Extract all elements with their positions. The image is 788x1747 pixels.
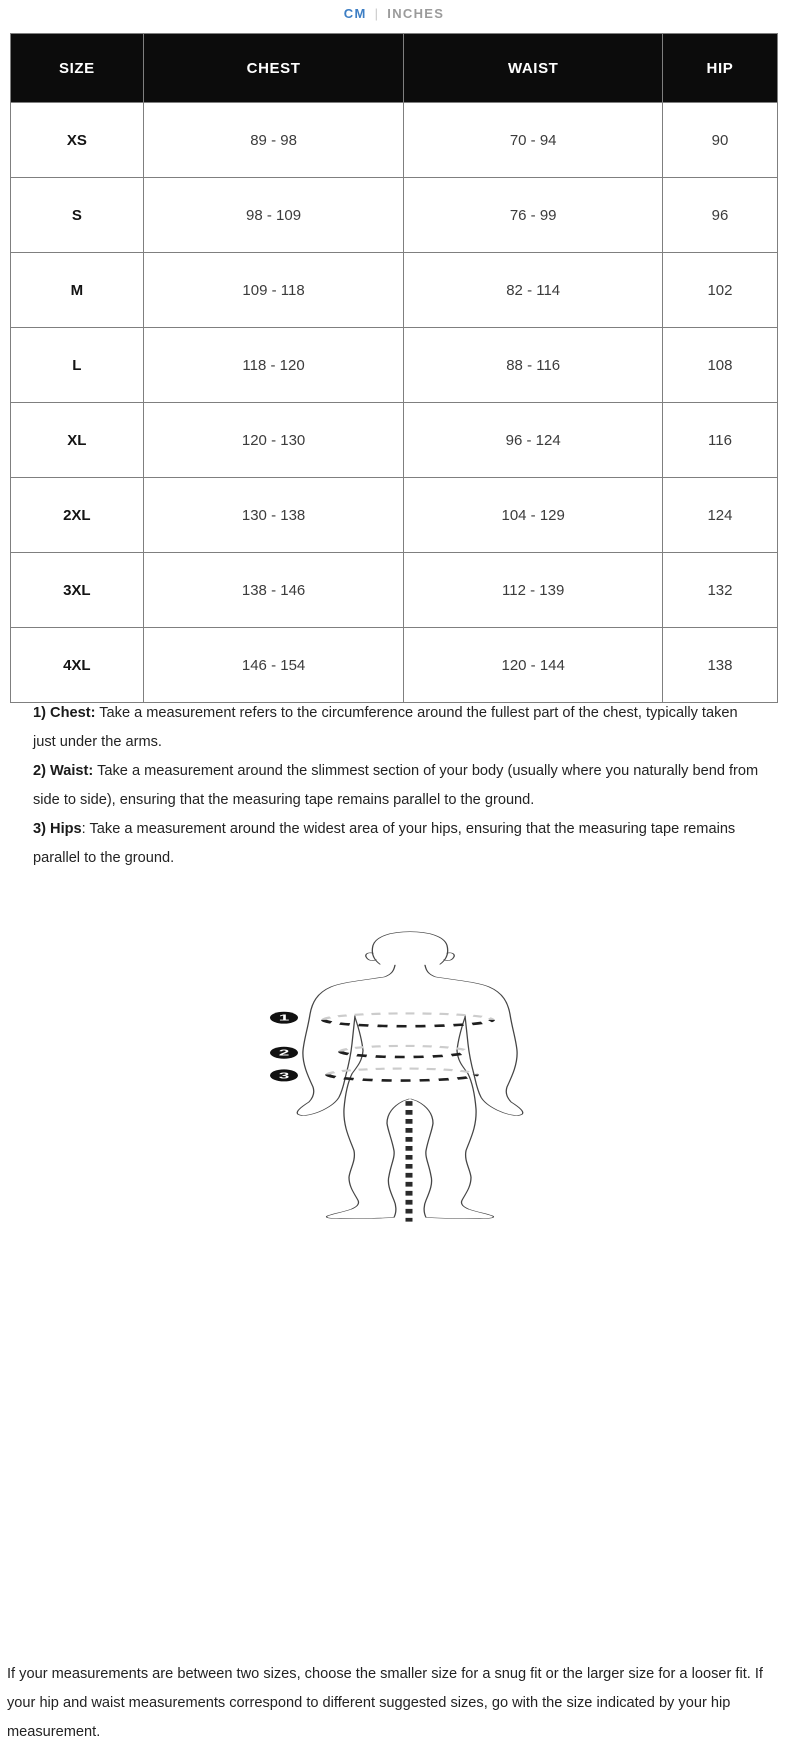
size-cell: 3XL	[11, 553, 144, 628]
size-cell: S	[11, 178, 144, 253]
table-row	[11, 328, 778, 403]
hip-cell: 138	[662, 628, 777, 703]
note-waist-text: Take a measurement around the slimmest section of your body (usually where you naturally bend from side to side), ensuring that the measuring tape remains parallel to the ground.	[33, 763, 759, 808]
waist-cell: 70 - 94	[404, 103, 662, 178]
size-cell: XS	[11, 103, 144, 178]
waist-cell: 76 - 99	[404, 178, 662, 253]
chest-cell: 118 - 120	[143, 328, 404, 403]
waist-cell: 120 - 144	[404, 628, 662, 703]
hip-cell: 116	[662, 403, 777, 478]
chest-cell: 120 - 130	[143, 403, 404, 478]
note-hips	[33, 815, 761, 873]
size-cell: 2XL	[11, 478, 144, 553]
hip-band-back	[328, 1069, 476, 1075]
waist-cell: 82 - 114	[404, 253, 662, 328]
table-row	[11, 478, 778, 553]
waist-cell: 88 - 116	[404, 328, 662, 403]
col-header-hip: HIP	[662, 34, 777, 103]
hip-cell: 108	[662, 328, 777, 403]
waist-cell: 112 - 139	[404, 553, 662, 628]
unit-tab-inches[interactable]: INCHES	[387, 6, 445, 21]
chest-cell: 89 - 98	[143, 103, 404, 178]
hip-cell: 90	[662, 103, 777, 178]
waist-cell: 104 - 129	[404, 478, 662, 553]
table-row	[11, 628, 778, 703]
hip-cell: 124	[662, 478, 777, 553]
size-cell: L	[11, 328, 144, 403]
hip-cell: 102	[662, 253, 777, 328]
waist-band-front	[341, 1051, 467, 1057]
chest-cell: 146 - 154	[143, 628, 404, 703]
body-measurement-diagram	[230, 930, 590, 1625]
chest-cell: 130 - 138	[143, 478, 404, 553]
waist-band-back	[341, 1046, 467, 1052]
note-chest-text: Take a measurement refers to the circumference around the fullest part of the chest, typically taken just under the arms.	[33, 705, 738, 750]
chest-band-back	[324, 1013, 492, 1019]
size-cell: M	[11, 253, 144, 328]
measurement-bands	[324, 1013, 492, 1080]
unit-toggle	[0, 6, 788, 21]
hip-band-front	[328, 1075, 476, 1081]
size-cell: 4XL	[11, 628, 144, 703]
table-row	[11, 178, 778, 253]
note-chest	[33, 699, 761, 757]
hip-cell: 96	[662, 178, 777, 253]
chest-band-front	[324, 1020, 492, 1026]
chest-cell: 98 - 109	[143, 178, 404, 253]
col-header-waist: WAIST	[404, 34, 662, 103]
note-chest-label: 1) Chest:	[33, 705, 96, 721]
markers	[270, 1012, 298, 1082]
marker-3-number: 3	[278, 1071, 290, 1081]
table-header-row	[11, 34, 778, 103]
col-header-chest: CHEST	[143, 34, 404, 103]
unit-separator: |	[374, 6, 380, 21]
size-cell: XL	[11, 403, 144, 478]
measurement-notes	[33, 699, 761, 873]
note-hips-label: 3) Hips	[33, 821, 82, 837]
waist-cell: 96 - 124	[404, 403, 662, 478]
note-hips-text: : Take a measurement around the widest area of your hips, ensuring that the measuring tape remains parallel to the ground.	[33, 821, 736, 866]
table-row	[11, 403, 778, 478]
unit-tab-cm[interactable]: CM	[343, 6, 367, 21]
col-header-size: SIZE	[11, 34, 144, 103]
table-row	[11, 553, 778, 628]
marker-2-number: 2	[278, 1049, 290, 1058]
chest-cell: 109 - 118	[143, 253, 404, 328]
table-row	[11, 103, 778, 178]
marker-1-number: 1	[278, 1013, 290, 1023]
sizing-advice-text: If your measurements are between two sizes, choose the smaller size for a snug fit or the larger size for a looser fit. If your hip and waist measurements correspond to different suggested sizes, go with the size indicated by your hip measurement.	[7, 1666, 763, 1740]
note-waist	[33, 757, 761, 815]
note-waist-label: 2) Waist:	[33, 763, 94, 779]
table-row	[11, 253, 778, 328]
hip-cell: 132	[662, 553, 777, 628]
chest-cell: 138 - 146	[143, 553, 404, 628]
size-chart-table	[10, 33, 778, 703]
